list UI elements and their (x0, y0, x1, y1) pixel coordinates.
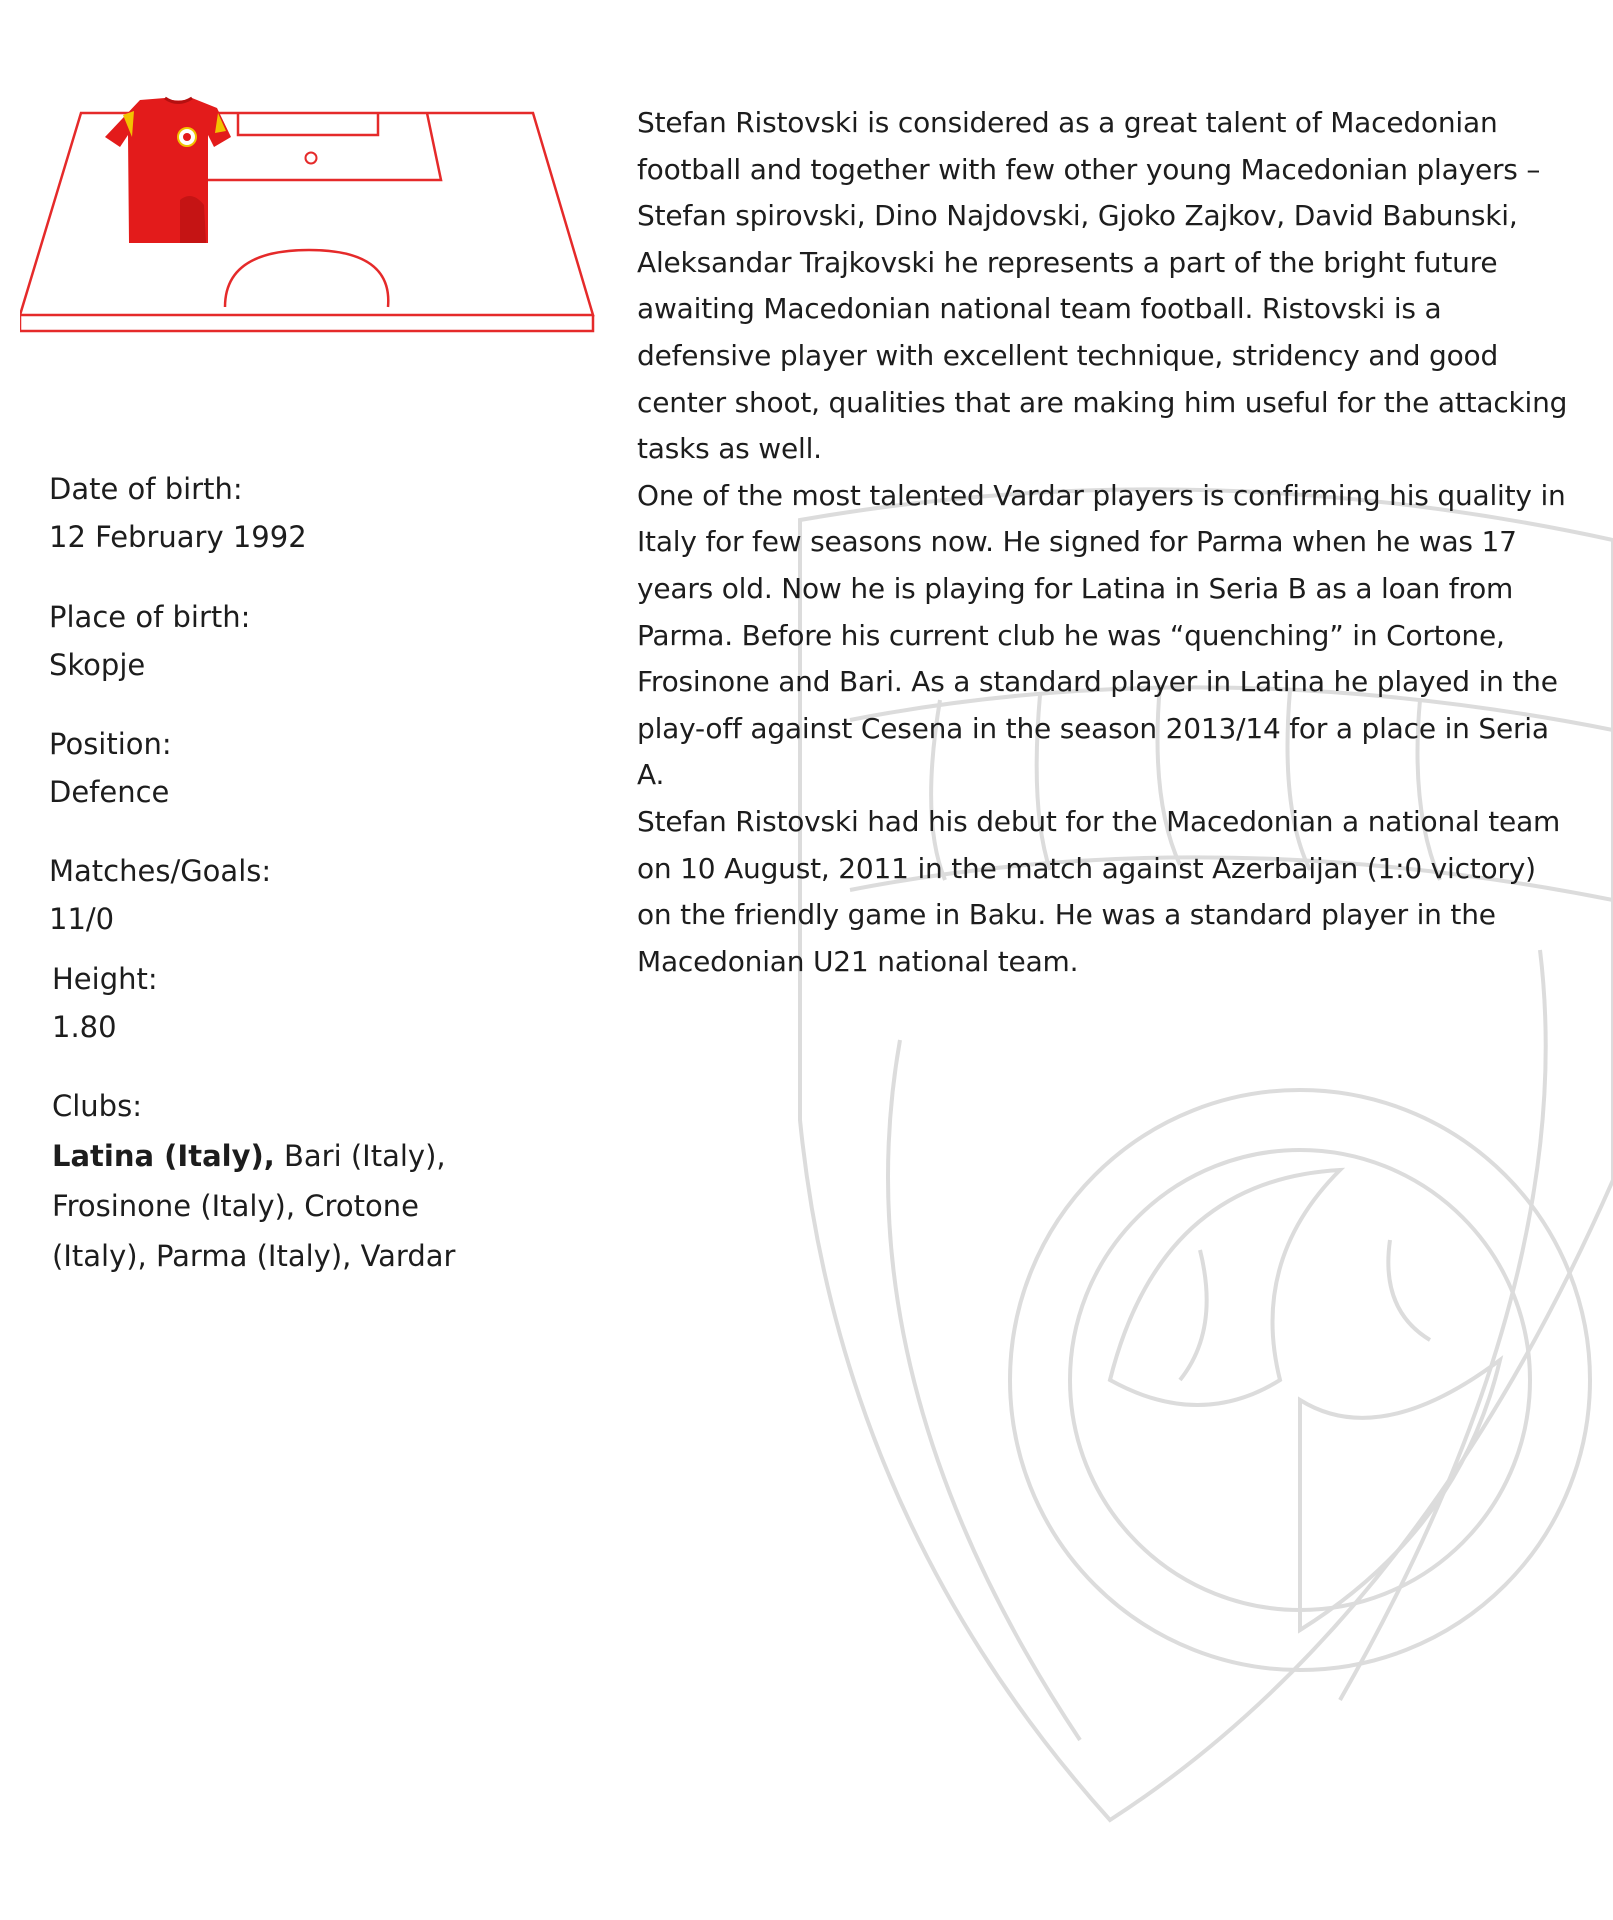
date-of-birth-value: 12 February 1992 (49, 520, 307, 554)
jersey-icon (105, 98, 231, 243)
height-value: 1.80 (52, 1010, 117, 1044)
height-label: Height: (52, 962, 158, 996)
clubs-line-1 (52, 1131, 522, 1181)
bio-paragraph-2: One of the most talented Vardar players is confirming his quality in Italy for few seasons now. He signed for Parma when he was 17 years old. Now he is playing for Latina in Seria B as a loan from Parma. Before his current club he was “quenching” in Cortone, Frosinone and Bari. As a standard player in Latina he played in the play-off against Cesena in the season 2013/14 for a place in Seria A. (637, 478, 1566, 792)
clubs-label: Clubs: (52, 1089, 142, 1123)
bio-paragraph-3: Stefan Ristovski had his debut for the Macedonian a national team on 10 August, 2011 in the match against Azerbaijan (1:0 victory) on the friendly game in Baku. He was a standard player in the Macedonian U21 national team. (637, 804, 1561, 978)
position-label: Position: (49, 727, 172, 761)
date-of-birth-label: Date of birth: (49, 472, 243, 506)
place-of-birth-label: Place of birth: (49, 600, 251, 634)
clubs-line-1-rest: Bari (Italy), (274, 1139, 446, 1173)
clubs-line-3: (Italy), Parma (Italy), Vardar (52, 1239, 456, 1273)
position-value: Defence (49, 775, 170, 809)
matches-goals-value: 11/0 (49, 902, 115, 936)
place-of-birth-value: Skopje (49, 648, 146, 682)
matches-goals-label: Matches/Goals: (49, 854, 272, 888)
player-biography (637, 100, 1572, 985)
bio-paragraph-1: Stefan Ristovski is considered as a great talent of Macedonian football and together with few other young Macedonian players – Stefan spirovski, Dino Najdovski, Gjoko Zajkov, David Babunski, Aleksandar Trajkovski he represents a part of the bright future awaiting Macedonian national team football. Ristovski is a defensive player with excellent technique, stridency and good center shoot, qualities that are making him useful for the attacking tasks as well. (637, 106, 1568, 466)
current-club: Latina (Italy), (52, 1139, 275, 1173)
pitch-position-diagram (20, 95, 595, 335)
clubs-line-2: Frosinone (Italy), Crotone (52, 1189, 419, 1223)
clubs-block (52, 1081, 522, 1281)
